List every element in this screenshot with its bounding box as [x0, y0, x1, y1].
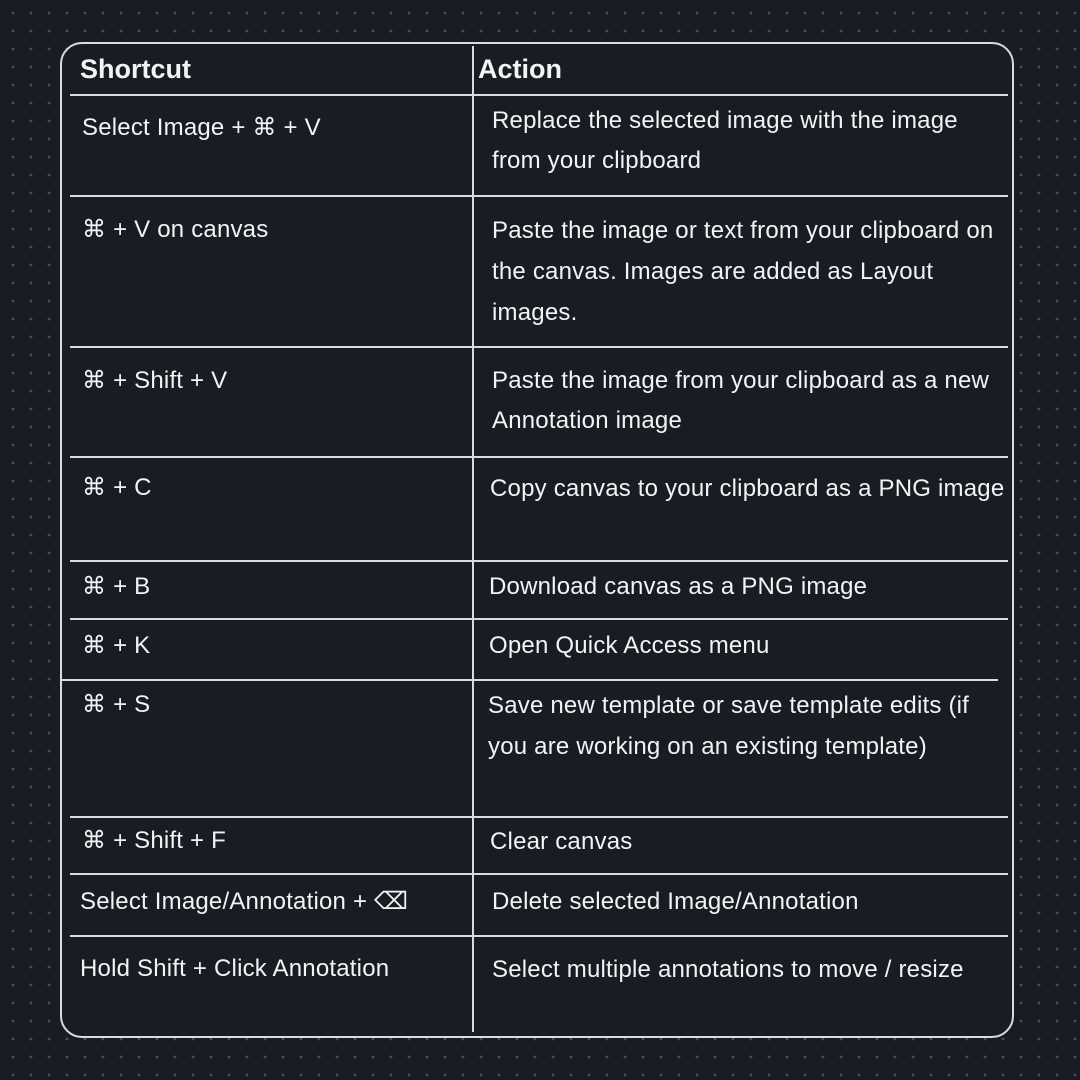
- row-divider: [70, 346, 1008, 348]
- shortcut-cell: ⌘ + V on canvas: [82, 216, 269, 243]
- header-action: Action: [478, 54, 562, 84]
- row-divider: [70, 456, 1008, 458]
- shortcut-cell: ⌘ + B: [82, 573, 151, 600]
- row-divider: [62, 679, 998, 681]
- shortcut-cell: ⌘ + Shift + V: [82, 367, 228, 394]
- shortcut-cell: Select Image + ⌘ + V: [82, 114, 321, 141]
- shortcut-cell: ⌘ + S: [82, 691, 151, 718]
- row-divider: [70, 560, 1008, 562]
- action-cell: Select multiple annotations to move / resize: [492, 956, 964, 983]
- shortcut-cell: ⌘ + K: [82, 632, 151, 659]
- action-cell: Delete selected Image/Annotation: [492, 888, 859, 915]
- action-cell: Paste the image from your clipboard as a new Annotation image: [492, 367, 990, 434]
- shortcut-cell: Select Image/Annotation + ⌫: [80, 888, 409, 915]
- action-cell: Clear canvas: [490, 828, 633, 855]
- shortcut-cell: Hold Shift + Click Annotation: [80, 955, 390, 982]
- header-shortcut: Shortcut: [80, 54, 191, 84]
- row-divider: [70, 935, 1008, 937]
- action-cell: Open Quick Access menu: [489, 632, 770, 659]
- shortcut-cell: ⌘ + Shift + F: [82, 827, 226, 854]
- shortcut-cell: ⌘ + C: [82, 474, 152, 501]
- action-cell: Copy canvas to your clipboard as a PNG image: [490, 475, 1005, 502]
- row-divider: [70, 618, 1008, 620]
- row-divider: [70, 195, 1008, 197]
- shortcuts-table: [60, 42, 1014, 1038]
- row-divider: [70, 94, 1008, 96]
- row-divider: [70, 873, 1008, 875]
- action-cell: Download canvas as a PNG image: [489, 573, 868, 600]
- action-cell: Paste the image or text from your clipboard on the canvas. Images are added as Layout images.: [492, 217, 994, 326]
- column-divider: [472, 46, 474, 1032]
- row-divider: [70, 816, 1008, 818]
- action-cell: Replace the selected image with the image from your clipboard: [492, 107, 958, 174]
- action-cell: Save new template or save template edits (if you are working on an existing template): [488, 692, 970, 760]
